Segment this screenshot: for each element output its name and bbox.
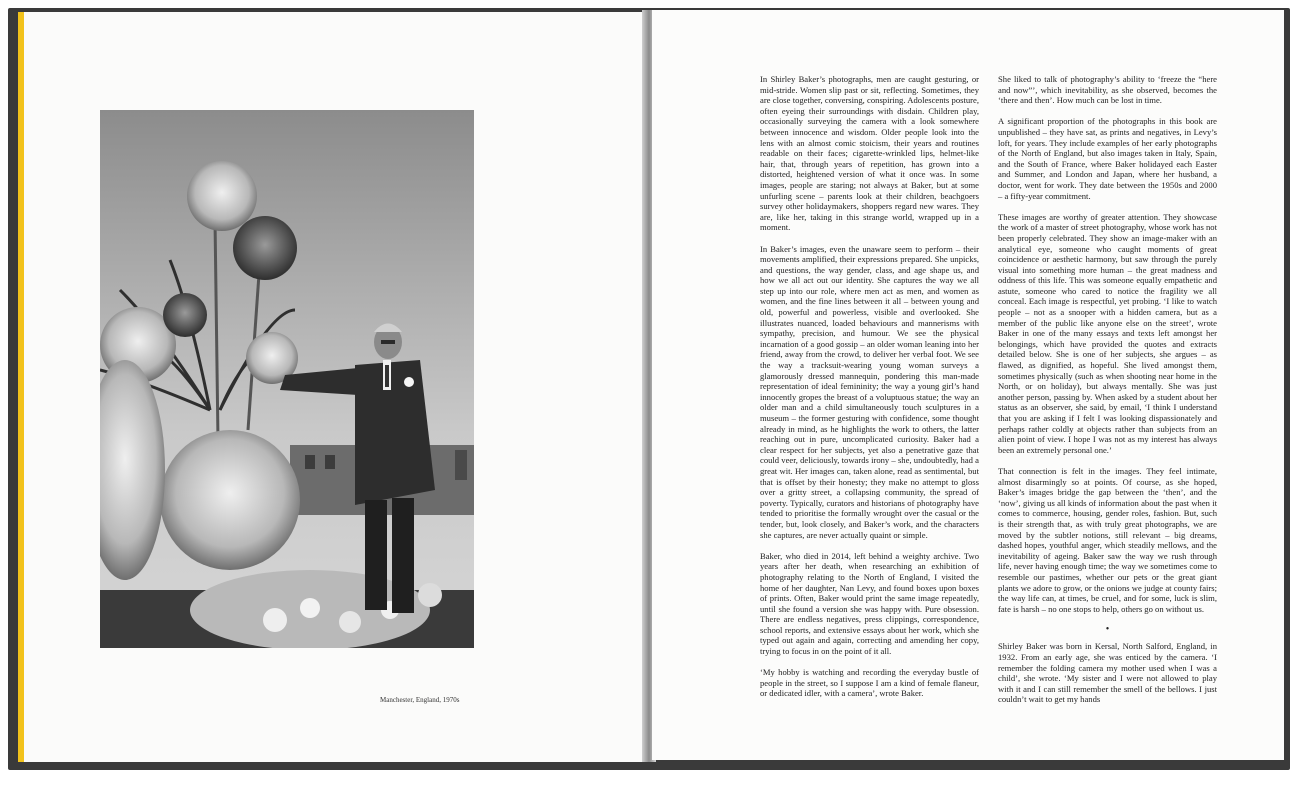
photograph [100, 110, 474, 648]
section-separator: • [1105, 623, 1110, 635]
paragraph: ‘My hobby is watching and recording the everyday bustle of people in the street, so I suppose I am a kind of female flaneur, or dedicated idler, with a camera’, wrote Baker. [760, 667, 979, 699]
text-column-1 [760, 74, 979, 710]
paragraph: In Baker’s images, even the unaware seem to perform – their movements amplified, their expressions prepared. She unpicks, and questions, the way gender, class, and age shape us, and how we all act out our identity. She captures the way we all step up into our role, where men act as men, and women as women, and the fine lines between it all – between young and old, powerful and powerless, visible and overlooked. She illustrates nuanced, loaded behaviours and mannerisms with sympathy, precision, and humour. We see the physical incarnation of a good gossip – an older woman leaning into her friend, away from the crowd, to deliver her verbal foot. We see the way a tracksuit-wearing young woman surveys a glamorously dressed mannequin, pondering this man-made representation of ideal femininity; the way a young girl’s hand innocently gropes the breast of a voluptuous statue; the way an older man and a child simultaneously touch sculptures in a museum – the former gesturing with confidence, some thought already in mind, as he highlights the work to others, the latter reaching out in pure, uncomplicated curiosity. Baker had a clear respect for her subjects, yet also a penetrative gaze that could veer, deliciously, towards irony – she, undoubtedly, had a great wit. Her images can, taken alone, read as sentimental, but that is offset by their honesty; they make no attempt to gloss over a gritty street, a collapsing community, the spread of poverty. Typically, curators and historians of photography have tended to prioritise the formally wrought over the casual or the tender, but, look closely, and Baker’s work, and the characters she captures, are never actually quaint or simple. [760, 243, 979, 540]
photo-artwork [100, 110, 474, 648]
paragraph: A significant proportion of the photographs in this book are unpublished – they have sat, as prints and negatives, in Levy’s loft, for years. They include examples of her early photographs of the North of England, but also images taken in Italy, Spain, and the South of France, where Baker holidayed each Easter and Summer, and London and Japan, where her husband, a doctor, went for work. They date between the 1950s and 2000 – a fifty-year commitment. [998, 116, 1217, 201]
paragraph: Shirley Baker was born in Kersal, North Salford, England, in 1932. From an early age, she was enticed by the camera. ‘I remember the folding camera my mother used when I was a child’, she wrote. ‘My sister and I were not allowed to play with it and I can still remember the smell of the bellows. I just couldn’t wait to get my hands [998, 641, 1217, 705]
paragraph: In Shirley Baker’s photographs, men are caught gesturing, or mid-stride. Women slip past or sit, reflecting. Sometimes, they are close together, conversing, conspiring. Adolescents posture, often eyeing their surroundings with disdain. Children play, occasionally surveying the camera with a look somewhere between innocence and wisdom. Older people look into the lens with an almost comic stoicism, their years and routines readable on their faces; cigarette-wrinkled lips, helmet-like hair, that, through years of repetition, has grown into a distorted, heightened version of what it once was. In some images, people are staring; not always at Baker, but at some unfurling scene – parents look at their children, beachgoers survey other holidaymakers, shoppers regard new wares. They are, like her, taking in this strange world, wrapped up in a moment. [760, 74, 979, 233]
paragraph: That connection is felt in the images. They feel intimate, almost disarmingly so at points. Of course, as she hoped, Baker’s images bridge the gap between the ‘then’, and the ‘now’, giving us all kinds of information about the past when it comes to commerce, housing, gender roles, fashion. But, such is their strength that, as with truly great photographs, we are moved by the subtler notions, still relevant – big dreams, dashed hopes, youthful anger, which steadily mellows, and the inevitability of ageing. Baker saw the way we rush through life, never having enough time; the way we sometimes come to resemble our pastimes, whether our pets or the great giant plants we adore to grow, or the onions we judge at county fairs; the way life can, at times, be cruel, and for some, luck is slim, fate is harsh – no one stops to help, others go on without us. [998, 465, 1217, 614]
paragraph: These images are worthy of greater attention. They showcase the work of a master of street photography, whose work has not been properly celebrated. They show an image-maker with an analytical eye, someone who caught moments of great coincidence or aesthetic harmony, but saw through the purely visual into something more human – the great madness and oddness of this life. This was someone equally empathetic and astute, someone who cared to notice the fragility we all conceal. Each image is respectful, yet probing. ‘I like to watch people – not as a snooper with a hidden camera, but as a member of the public like anyone else on the street’, wrote Baker in one of the many essays and texts left amongst her belongings, which have provided the quotes and extracts detailed below. She is one of her subjects, she argues – as flawed, as dignified, as hopeful. She lived amongst them, sometimes physically (such as when shooting near home in the North, or on holiday), but always mentally. She was just another person, passing by. When asked by a student about her status as an observer, she said, by email, ‘I think I understand that you are asking if I felt I was looking dispassionately and perhaps rather coldly at objects rather than subjects from an alien point of view. I hope I was not as my interest has always been an extremely personal one.’ [998, 211, 1217, 455]
photo-caption: Manchester, England, 1970s [380, 696, 460, 704]
paragraph: Baker, who died in 2014, left behind a weighty archive. Two years after her death, when researching an exhibition of photography relating to the North of England, I visited the home of her daughter, Nan Levy, and found boxes upon boxes of prints. Often, Baker would print the same image repeatedly, until she found a version she was happy with. Pure obsession. There are endless negatives, press clippings, correspondence, school reports, and extensive essays about her work, which she typed out again and again, correcting and amending her copy, trying to focus in on the point of it all. [760, 550, 979, 657]
paragraph: She liked to talk of photography’s ability to ‘freeze the “here and now”’, which inevitability, as she observed, becomes the ‘there and then’. How much can be lost in time. [998, 74, 1217, 106]
text-column-2 [998, 74, 1217, 716]
